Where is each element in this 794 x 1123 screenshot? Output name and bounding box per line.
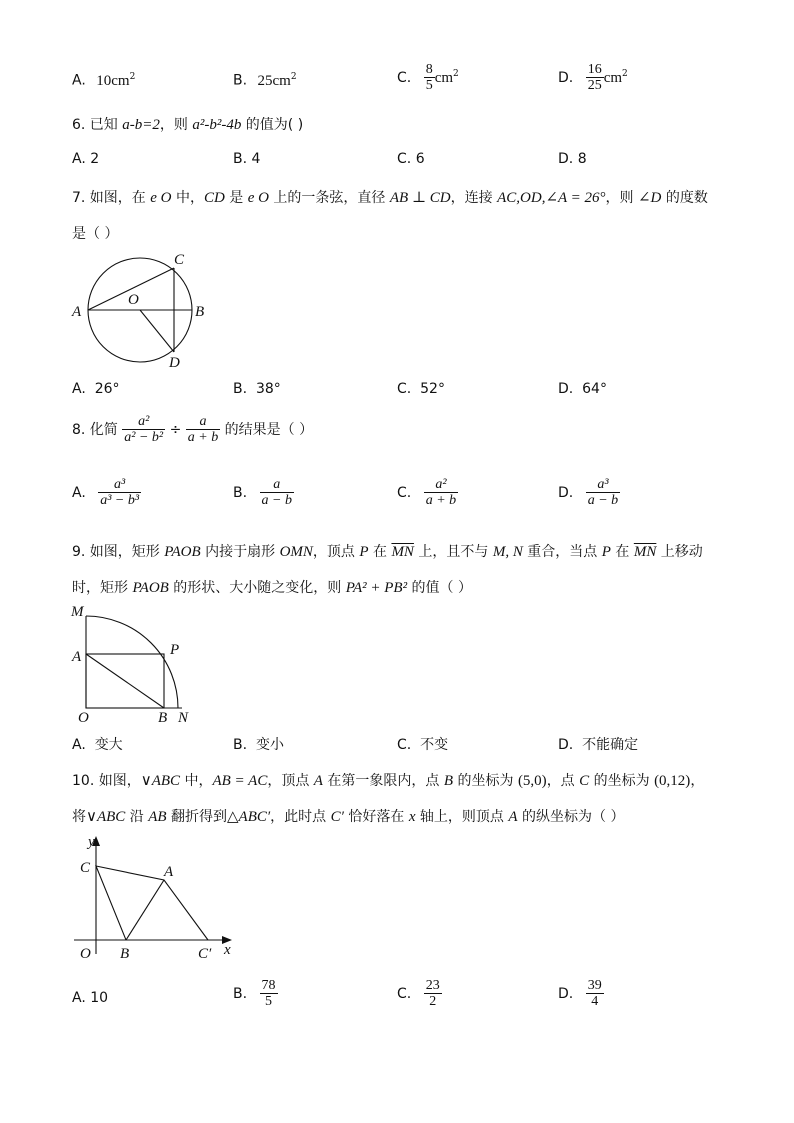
numerator: 23	[425, 978, 440, 993]
math-expr: (0,12)	[654, 773, 691, 789]
q10-option-b[interactable]	[233, 978, 278, 1010]
option-fraction	[260, 978, 278, 1010]
stem-text: 重合，当点	[522, 544, 602, 560]
q7-circle-figure	[66, 246, 216, 372]
option-letter: D.	[558, 381, 574, 397]
denominator: 5	[265, 994, 273, 1010]
numerator: 39	[587, 978, 602, 993]
option-value: 变大	[94, 737, 123, 753]
option-fraction	[586, 62, 604, 94]
math-expr: e O	[150, 190, 172, 206]
stem-fraction-1	[122, 414, 165, 446]
math-expr: PAOB	[132, 580, 169, 596]
q6-stem	[72, 114, 303, 134]
stem-text: 的值（ ）	[407, 580, 472, 596]
numerator: 78	[261, 978, 276, 993]
stem-text: ，此时点	[270, 809, 331, 825]
q5-option-d[interactable]	[558, 62, 628, 94]
label-o: O	[78, 710, 89, 726]
math-expr: P	[601, 544, 611, 560]
option-letter: A.	[72, 72, 86, 89]
stem-text: 翻折得到	[166, 809, 227, 825]
option-letter: D.	[558, 69, 574, 86]
option-letter: D.	[558, 484, 574, 501]
q10-stem-line2	[72, 806, 624, 826]
label-a: A	[72, 304, 82, 320]
label-c-prime: C′	[198, 946, 212, 962]
stem-text: 时，矩形	[72, 580, 133, 596]
stem-text: 在第一象限内，点	[322, 773, 444, 789]
option-fraction	[586, 978, 604, 1010]
stem-text: 的形状、大小随之变化，则	[168, 580, 346, 596]
q10-coordinate-figure	[72, 834, 242, 964]
option-letter: A.	[72, 484, 86, 501]
stem-text: 9. 如图，矩形	[72, 544, 165, 560]
q9-option-d[interactable]	[558, 734, 638, 754]
option-letter: B.	[233, 985, 248, 1002]
denominator: a − b	[261, 493, 292, 509]
q7-option-c[interactable]	[397, 381, 445, 397]
math-expr: a²-b²-4b	[192, 117, 242, 133]
stem-text: 的坐标为	[453, 773, 518, 789]
option-letter: C.	[397, 151, 412, 167]
label-c: C	[80, 860, 91, 876]
stem-text: 10. 如图，	[72, 773, 141, 789]
q10-option-c[interactable]	[397, 978, 442, 1010]
q5-option-c[interactable]	[397, 62, 459, 94]
option-letter: B.	[233, 151, 248, 167]
stem-text: 上的一条弦，直径	[268, 190, 390, 206]
denominator: 4	[591, 994, 599, 1010]
stem-text: 的结果是（ ）	[224, 421, 314, 438]
denominator: a² − b²	[124, 430, 164, 446]
q8-option-c[interactable]	[397, 477, 458, 509]
stem-text: 上，且不与	[413, 544, 493, 560]
numerator: a³	[98, 477, 141, 493]
math-expr: P	[359, 544, 369, 560]
option-fraction	[424, 978, 442, 1010]
numerator: a	[186, 414, 220, 430]
math-expr: CD	[203, 190, 225, 206]
label-d: D	[169, 355, 180, 371]
q7-option-d[interactable]	[558, 381, 607, 397]
arc-mn: $\overline{MN}$	[391, 544, 414, 560]
label-y: y	[88, 834, 95, 850]
q10-stem-line1	[72, 770, 704, 790]
q6-option-c[interactable]	[397, 151, 425, 167]
stem-text: 将	[72, 809, 86, 825]
stem-text: ，点	[546, 773, 580, 789]
math-expr: AB ⊥ CD	[389, 190, 451, 206]
label-n: N	[178, 710, 189, 726]
option-fraction	[260, 477, 294, 509]
math-expr: PA² + PB²	[345, 580, 408, 596]
option-letter: C.	[397, 69, 412, 86]
stem-text: ，连接	[450, 190, 498, 206]
option-value: 52°	[420, 381, 445, 397]
math-expr: C′	[330, 809, 344, 825]
option-value: 变小	[255, 737, 284, 753]
stem-text: 内接于扇形	[200, 544, 280, 560]
option-fraction	[98, 477, 141, 509]
label-o: O	[80, 946, 91, 962]
option-letter: A.	[72, 151, 86, 167]
math-expr: △ABC′	[227, 809, 271, 825]
math-expr: A	[313, 773, 323, 789]
stem-text: 沿	[125, 809, 149, 825]
q9-option-a[interactable]	[72, 734, 123, 754]
option-letter: D.	[558, 151, 574, 167]
arc-mn: $\overline{MN}$	[633, 544, 657, 560]
stem-text: 的坐标为	[589, 773, 655, 789]
option-letter: C.	[397, 484, 412, 501]
math-expr: C	[579, 773, 590, 789]
stem-text: ，顶点	[267, 773, 314, 789]
label-m: M	[71, 604, 84, 620]
quadrilateral-c-a-cprime-b	[96, 866, 208, 940]
exponent: 2	[129, 72, 136, 82]
stem-fraction-2	[186, 414, 220, 446]
unit: cm	[603, 69, 623, 86]
segment-od	[140, 310, 174, 352]
math-expr: OMN	[279, 544, 313, 560]
denominator: 25	[587, 78, 602, 94]
q9-stem-line1	[72, 541, 703, 561]
q6-option-a[interactable]	[72, 151, 99, 167]
label-a: A	[72, 649, 82, 665]
option-fraction	[424, 477, 458, 509]
stem-text: 7. 如图，在	[72, 190, 151, 206]
math-expr: (5,0)	[517, 773, 547, 789]
math-expr: a-b=2	[122, 117, 160, 133]
option-value: 38°	[255, 381, 281, 397]
math-expr: ∨ABC	[140, 773, 181, 789]
stem-text: 在	[368, 544, 392, 560]
math-expr: AB = AC	[212, 773, 268, 789]
numerator: a³	[586, 477, 620, 493]
q10-option-a[interactable]	[72, 990, 108, 1006]
q8-stem	[72, 414, 313, 446]
option-value: 不变	[420, 737, 449, 753]
math-expr: ∨ABC	[86, 809, 126, 825]
math-expr: x	[408, 809, 416, 825]
stem-text: 轴上，则顶点	[415, 809, 509, 825]
denominator: 2	[429, 994, 437, 1010]
math-expr: PAOB	[164, 544, 201, 560]
option-letter: A.	[72, 381, 86, 397]
stem-text: 的值为( )	[241, 117, 304, 133]
numerator: 8	[425, 62, 433, 77]
label-b: B	[120, 946, 130, 962]
option-value: 10	[90, 990, 109, 1006]
stem-text: 的纵坐标为（ ）	[517, 809, 625, 825]
option-letter: D.	[558, 985, 574, 1002]
stem-text: 是	[224, 190, 248, 206]
q9-option-b[interactable]	[233, 734, 284, 754]
q5-option-a[interactable]	[72, 72, 135, 90]
label-o: O	[128, 292, 139, 308]
unit: cm	[434, 69, 454, 86]
numerator: a	[260, 477, 294, 493]
denominator: a³ − b³	[100, 493, 140, 509]
option-value: 不能确定	[582, 737, 639, 753]
math-expr: B	[443, 773, 454, 789]
stem-text: ，则	[605, 190, 638, 206]
denominator: a − b	[587, 493, 619, 509]
q10-option-d[interactable]	[558, 978, 604, 1010]
q8-option-b[interactable]	[233, 477, 294, 509]
option-letter: B.	[233, 484, 248, 501]
option-fraction	[586, 477, 620, 509]
q8-option-a[interactable]	[72, 477, 141, 509]
option-value: 8	[577, 151, 587, 167]
option-value: 2	[90, 151, 100, 167]
option-letter: C.	[397, 985, 412, 1002]
label-p: P	[170, 642, 180, 658]
label-a: A	[164, 864, 174, 880]
option-value: 25cm	[257, 72, 291, 89]
stem-text: 上移动	[656, 544, 703, 560]
label-b: B	[195, 304, 205, 320]
option-letter: C.	[397, 381, 412, 397]
q7-stem-line2: 是（ ）	[72, 226, 119, 242]
denominator: a + b	[187, 430, 219, 446]
q9-sector-figure	[68, 602, 200, 728]
exponent: 2	[453, 69, 459, 80]
stem-text: 中，	[171, 190, 204, 206]
numerator: a²	[122, 414, 165, 430]
stem-text: 恰好落在	[343, 809, 409, 825]
math-expr: ∠D	[637, 190, 662, 206]
option-letter: A.	[72, 990, 86, 1006]
label-c: C	[174, 252, 185, 268]
math-expr: A	[508, 809, 518, 825]
stem-text: 8. 化简	[72, 421, 118, 438]
exponent: 2	[290, 72, 297, 82]
label-b: B	[158, 710, 168, 726]
stem-text: 在	[610, 544, 634, 560]
stem-text: 的度数	[661, 190, 708, 206]
q8-option-d[interactable]	[558, 477, 620, 509]
option-letter: B.	[233, 737, 248, 753]
q6-option-b[interactable]	[233, 151, 260, 167]
numerator: 16	[587, 62, 602, 77]
option-value: 64°	[582, 381, 607, 397]
option-fraction	[424, 62, 435, 94]
stem-text: 中，	[180, 773, 213, 789]
option-value: 26°	[94, 381, 120, 397]
numerator: a²	[424, 477, 458, 493]
option-value: 10cm	[96, 72, 130, 89]
q5-option-b[interactable]	[233, 72, 297, 90]
diagonal-ab	[86, 654, 164, 708]
q6-option-d[interactable]	[558, 151, 587, 167]
denominator: 5	[425, 78, 433, 94]
denominator: a + b	[425, 493, 457, 509]
stem-text: ，顶点	[312, 544, 360, 560]
segment-ab	[126, 880, 164, 940]
operator: ÷	[169, 421, 182, 438]
q7-option-a[interactable]	[72, 381, 120, 397]
math-expr: M, N	[492, 544, 523, 560]
q7-option-b[interactable]	[233, 381, 281, 397]
option-value: 6	[415, 151, 425, 167]
q9-option-c[interactable]	[397, 734, 448, 754]
q7-stem-line1	[72, 187, 708, 207]
option-letter: A.	[72, 737, 86, 753]
option-letter: B.	[233, 72, 248, 89]
exponent: 2	[622, 69, 628, 80]
math-expr: AB	[148, 809, 167, 825]
q9-stem-line2	[72, 577, 472, 597]
stem-text: ，则	[159, 117, 193, 133]
option-letter: D.	[558, 737, 574, 753]
option-letter: C.	[397, 737, 412, 753]
math-expr: e O	[247, 190, 269, 206]
option-value: 4	[251, 151, 261, 167]
stem-text: ，	[690, 773, 705, 789]
label-x: x	[224, 942, 231, 958]
stem-text: 6. 已知	[72, 117, 123, 133]
option-letter: B.	[233, 381, 248, 397]
math-expr: AC,OD,∠A = 26°	[497, 190, 606, 206]
